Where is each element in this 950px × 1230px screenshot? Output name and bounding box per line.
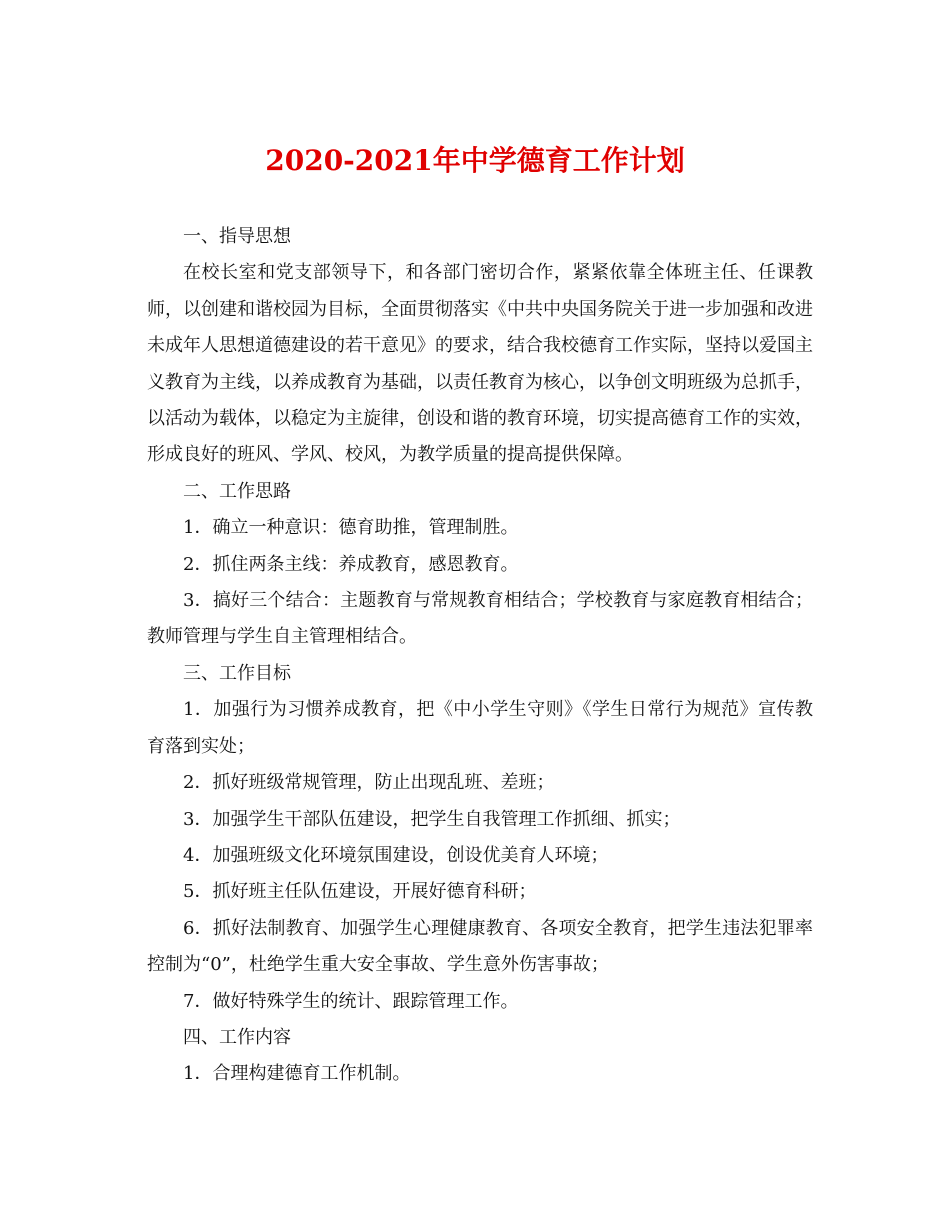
section-heading-work-approach: 二、工作思路 <box>183 480 291 502</box>
list-item: 3．搞好三个结合：主题教育与常规教育相结合；学校教育与家庭教育相结合；教师管理与学生自主管理相结合。 <box>147 590 813 648</box>
list-item: 2．抓好班级常规管理，防止出现乱班、差班； <box>183 772 555 794</box>
list-item: 1．合理构建德育工作机制。 <box>183 1063 411 1085</box>
list-item: 2．抓住两条主线：养成教育，感恩教育。 <box>183 553 519 575</box>
paragraph-guiding-ideology: 在校长室和党支部领导下，和各部门密切合作，紧紧依靠全体班主任、任课教师，以创建和谐校园为目标，全面贯彻落实《中共中央国务院关于进一步加强和改进未成年人思想道德建设的若干意见》的要求，结合我校德育工作实际，坚持以爱国主义教育为主线，以养成教育为基础，以责任教育为核心，以争创文明班级为总抓手，以活动为载体，以稳定为主旋律，创设和谐的教育环境，切实提高德育工作的实效，形成良好的班风、学风、校风，为教学质量的提高提供保障。 <box>147 262 813 466</box>
section-heading-work-content: 四、工作内容 <box>183 1026 291 1048</box>
list-item: 5．抓好班主任队伍建设，开展好德育科研； <box>183 881 537 903</box>
list-item: 1．加强行为习惯养成教育，把《中小学生守则》《学生日常行为规范》宣传教育落到实处； <box>147 699 813 757</box>
list-item: 1．确立一种意识：德育助推，管理制胜。 <box>183 517 519 539</box>
section-heading-work-goals: 三、工作目标 <box>183 662 291 684</box>
list-item: 6．抓好法制教育、加强学生心理健康教育、各项安全教育，把学生违法犯罪率控制为“0”，杜绝学生重大安全事故、学生意外伤害事故； <box>147 917 813 976</box>
list-item: 7．做好特殊学生的统计、跟踪管理工作。 <box>183 990 519 1012</box>
list-item: 3．加强学生干部队伍建设，把学生自我管理工作抓细、抓实； <box>183 808 681 830</box>
section-heading-guiding-ideology: 一、指导思想 <box>183 226 291 247</box>
page-title: 2020-2021年中学德育工作计划 <box>265 144 685 177</box>
list-item: 4．加强班级文化环境氛围建设，创设优美育人环境； <box>183 844 609 866</box>
document-body <box>147 219 813 1093</box>
